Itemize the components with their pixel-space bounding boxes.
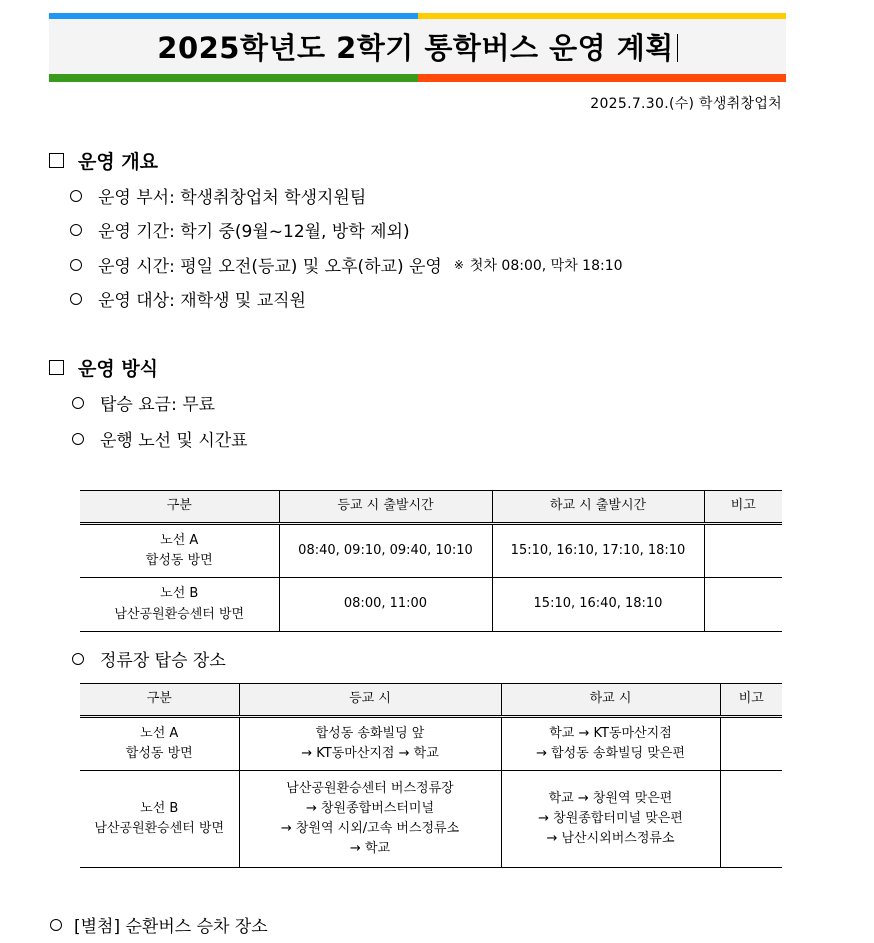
stop-line: → 합성동 송화빌딩 맞은편	[536, 746, 685, 761]
table-row	[80, 578, 782, 632]
title-banner	[49, 13, 786, 82]
first-last-bus-note: 첫차 08:00, 막차 18:10	[469, 257, 623, 274]
morning-stops	[239, 771, 501, 868]
note-cell	[704, 578, 782, 632]
attachment-text: [별첨] 순환버스 승차 장소	[74, 917, 268, 937]
stop-line: → 학교	[349, 841, 391, 857]
stops-header-morning: 등교 시	[239, 684, 501, 717]
overview-item-target	[70, 286, 306, 311]
stop-line: → 창원종합버스터미널	[305, 800, 435, 816]
overview-item-period	[70, 217, 410, 242]
route-name: 노선 B	[160, 586, 199, 602]
circle-bullet-icon	[70, 224, 82, 236]
square-bullet-icon	[49, 360, 64, 375]
overview-item-text: 운영 기간: 학기 중(9월~12월, 방학 제외)	[98, 222, 410, 242]
overview-item-text: 운영 대상: 재학생 및 교직원	[98, 291, 306, 311]
method-item-routes	[72, 426, 248, 451]
stop-line: → 창원역 시외/고속 버스정류소	[280, 821, 460, 836]
route-cell	[80, 524, 279, 578]
overview-item-text: 운영 부서: 학생취창업처 학생지원팀	[98, 188, 367, 208]
circle-bullet-icon	[70, 190, 82, 202]
stop-line: → 남산시외버스정류소	[546, 831, 675, 847]
section-overview-heading	[49, 147, 158, 174]
title-body	[49, 19, 786, 74]
afternoon-times: 15:10, 16:10, 17:10, 18:10	[492, 524, 704, 578]
stop-line: → KT동마산지점 → 학교	[301, 746, 439, 761]
afternoon-times: 15:10, 16:40, 18:10	[492, 578, 704, 632]
table-row	[80, 524, 782, 578]
reference-mark-icon: ※	[453, 257, 464, 272]
overview-item-text: 운영 시간: 평일 오전(등교) 및 오후(하교) 운영	[98, 257, 442, 277]
route-cell	[80, 578, 279, 632]
method-item-stops	[72, 646, 226, 671]
afternoon-stops	[501, 771, 720, 868]
route-area: 남산공원환승센터 방면	[114, 606, 245, 622]
circle-bullet-icon	[70, 293, 82, 305]
schedule-header-morning: 등교 시 출발시간	[279, 491, 492, 524]
stops-header-afternoon: 하교 시	[501, 684, 720, 717]
stops-table	[80, 683, 782, 868]
overview-item-department	[70, 183, 366, 208]
section-overview-title: 운영 개요	[78, 151, 159, 173]
route-cell	[80, 717, 239, 771]
circle-bullet-icon	[70, 259, 82, 271]
schedule-header-afternoon: 하교 시 출발시간	[492, 491, 704, 524]
stop-line: → 창원종합터미널 맞은편	[538, 810, 683, 826]
overview-item-hours	[70, 252, 623, 277]
note-cell	[704, 524, 782, 578]
route-cell	[80, 771, 239, 868]
afternoon-stops	[501, 717, 720, 771]
stop-line: 학교 → 창원역 맞은편	[548, 790, 673, 806]
route-area: 남산공원환승센터 방면	[94, 821, 225, 836]
square-bullet-icon	[49, 153, 64, 168]
route-area: 합성동 방면	[145, 553, 213, 568]
stop-line: 합성동 송화빌딩 앞	[315, 725, 425, 741]
circle-bullet-icon	[50, 919, 62, 931]
route-name: 노선 A	[140, 725, 179, 741]
circle-bullet-icon	[72, 433, 84, 445]
schedule-header-note: 비고	[704, 491, 782, 524]
stop-line: 남산공원환승센터 버스정류장	[286, 780, 454, 796]
morning-times: 08:40, 09:10, 09:40, 10:10	[279, 524, 492, 578]
bottom-bar-right	[418, 74, 787, 82]
schedule-header-category: 구분	[80, 491, 279, 524]
method-item-fare	[72, 390, 215, 415]
note-cell	[720, 717, 782, 771]
circle-bullet-icon	[72, 397, 84, 409]
bottom-bar-left	[49, 74, 418, 82]
note-cell	[720, 771, 782, 868]
page-title: 2025학년도 2학기 통학버스 운영 계획	[157, 26, 677, 67]
section-method-heading	[49, 354, 158, 381]
stop-line: 학교 → KT동마산지점	[549, 725, 672, 741]
circle-bullet-icon	[72, 653, 84, 665]
section-method-title: 운영 방식	[78, 358, 159, 380]
method-item-text: 운행 노선 및 시간표	[100, 431, 248, 451]
table-row	[80, 771, 782, 868]
morning-times: 08:00, 11:00	[279, 578, 492, 632]
method-item-text: 탑승 요금: 무료	[100, 395, 216, 415]
route-area: 합성동 방면	[125, 746, 193, 761]
route-name: 노선 B	[140, 800, 179, 816]
schedule-table	[80, 490, 782, 632]
stops-header-category: 구분	[80, 684, 239, 717]
table-row	[80, 717, 782, 771]
morning-stops	[239, 717, 501, 771]
date-department: 2025.7.30.(수) 학생취창업처	[590, 96, 782, 112]
title-bottom-bar	[49, 74, 786, 82]
attachment-item	[50, 912, 268, 937]
route-name: 노선 A	[160, 532, 199, 548]
stops-header-note: 비고	[720, 684, 782, 717]
method-item-text: 정류장 탑승 장소	[100, 651, 226, 671]
